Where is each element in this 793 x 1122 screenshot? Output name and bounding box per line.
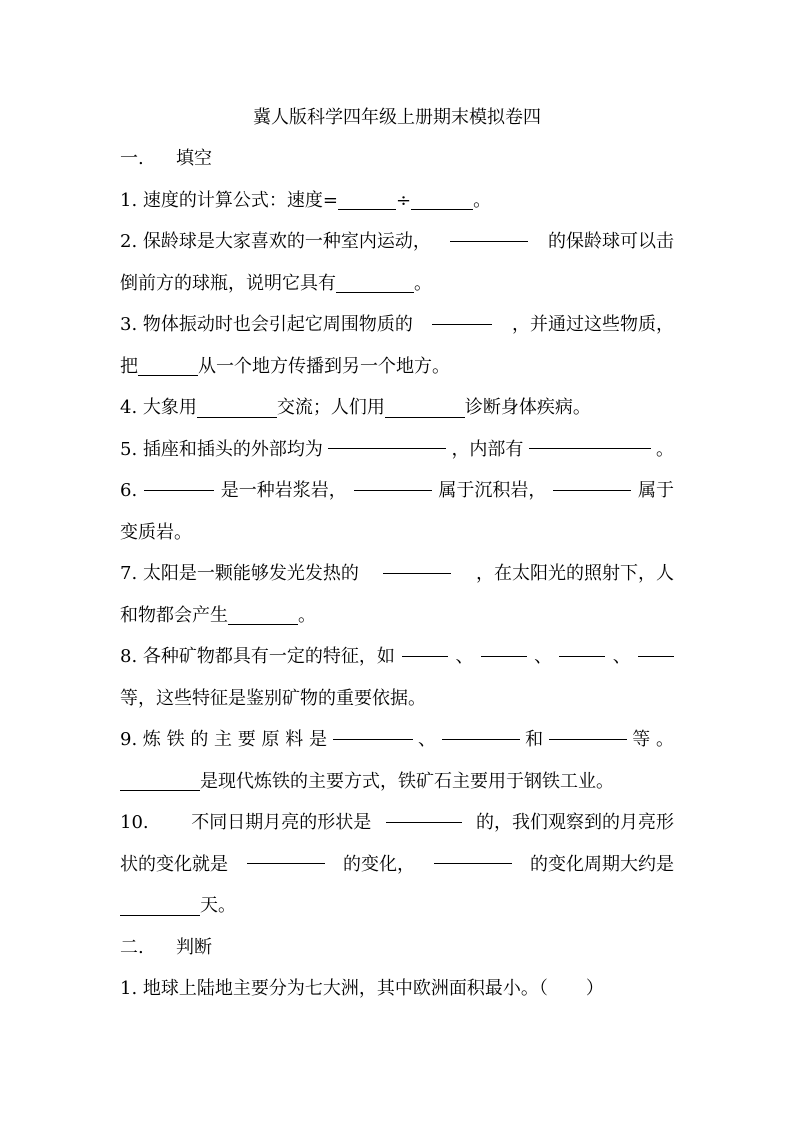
answer-blank[interactable]	[120, 770, 200, 791]
judge-question-1	[120, 968, 674, 1010]
answer-blank[interactable]	[402, 636, 448, 657]
divide-sign: ÷	[395, 189, 412, 211]
question-text: 属于	[637, 480, 674, 501]
question-text: 诊断身体疾病。	[464, 397, 591, 418]
answer-blank[interactable]	[328, 429, 446, 450]
question-7-line-2	[120, 595, 674, 637]
question-10-line-2	[120, 844, 674, 886]
question-text: 3. 物体振动时也会引起它周围物质的	[120, 314, 413, 335]
question-text: 8. 各种矿物都具有一定的特征，如	[120, 646, 395, 667]
question-6-line-2	[120, 512, 674, 554]
question-text: 的变化周期大约是	[530, 853, 674, 875]
answer-blank[interactable]	[333, 719, 413, 740]
question-text: 。	[473, 189, 492, 211]
answer-blank[interactable]	[144, 470, 214, 491]
answer-blank[interactable]	[549, 719, 627, 740]
answer-blank[interactable]	[228, 604, 298, 625]
question-text: 是现代炼铁的主要方式，铁矿石主要用于钢铁工业。	[200, 770, 614, 792]
page-title: 冀人版科学四年级上册期末模拟卷四	[253, 107, 541, 128]
question-number: 10.	[120, 812, 149, 833]
question-text: 5. 插座和插头的外部均为	[120, 438, 323, 460]
answer-blank[interactable]	[247, 844, 325, 865]
answer-blank[interactable]	[120, 895, 200, 916]
section-fill-blank-heading	[120, 138, 674, 180]
question-10-line-1	[120, 802, 674, 844]
question-text: ，内部有	[451, 438, 524, 460]
question-text: 。	[414, 272, 432, 294]
question-1	[120, 180, 674, 222]
answer-blank[interactable]	[559, 636, 605, 657]
question-text: 的，我们观察到的月亮形	[475, 812, 674, 833]
question-8-line-1	[120, 636, 674, 678]
question-2-line-2	[120, 263, 674, 305]
question-text: 属于沉积岩，	[438, 480, 547, 501]
answer-blank[interactable]	[385, 397, 465, 418]
answer-blank[interactable]	[529, 429, 651, 450]
question-text: 9. 炼 铁 的 主 要 原 料 是	[120, 729, 327, 750]
question-3-line-1	[120, 304, 674, 346]
question-text: 状的变化就是	[120, 853, 228, 875]
answer-blank[interactable]	[197, 397, 277, 418]
answer-blank[interactable]	[386, 802, 462, 823]
question-text: 天。	[200, 895, 236, 916]
question-text: 。	[655, 438, 674, 460]
question-text: 和物都会产生	[120, 604, 228, 626]
separator: 、	[418, 729, 437, 750]
answer-blank[interactable]	[450, 221, 528, 242]
answer-blank[interactable]	[336, 272, 414, 293]
question-text: 等 。	[632, 729, 674, 750]
question-3-line-2	[120, 346, 674, 388]
answer-blank[interactable]	[638, 636, 674, 657]
answer-blank[interactable]	[138, 355, 198, 376]
question-text: 1. 地球上陆地主要分为七大洲，其中欧洲面积最小。（	[120, 978, 548, 999]
question-text: 的保龄球可以击	[548, 231, 674, 252]
question-text: 从一个地方传播到另一个地方。	[198, 355, 450, 377]
question-text: 7. 太阳是一颗能够发光发热的	[120, 563, 359, 584]
question-text: 不同日期月亮的形状是	[191, 812, 372, 833]
question-9-line-1	[120, 719, 674, 761]
question-text: 1. 速度的计算公式：速度=	[120, 189, 338, 211]
section-number: 一.	[120, 148, 144, 169]
question-text: ，并通过这些物质，	[512, 314, 674, 335]
question-2-line-1	[120, 221, 674, 263]
section-label: 判断	[176, 936, 212, 958]
question-text: 。	[298, 604, 316, 626]
answer-blank[interactable]	[481, 636, 527, 657]
separator: 、	[534, 646, 553, 667]
question-text: 2. 保龄球是大家喜欢的一种室内运动，	[120, 231, 431, 252]
answer-blank[interactable]	[442, 719, 520, 740]
answer-blank[interactable]	[432, 304, 492, 325]
question-text: 的变化，	[343, 853, 415, 875]
separator: 、	[455, 646, 474, 667]
section-number: 二.	[120, 936, 144, 958]
section-label: 填空	[176, 148, 212, 169]
question-text: ）	[585, 978, 604, 999]
question-10-line-3	[120, 885, 674, 927]
question-text: 和	[525, 729, 544, 750]
question-4	[120, 387, 674, 429]
question-text: 4. 大象用	[120, 397, 197, 418]
question-text: 是一种岩浆岩，	[220, 480, 347, 501]
document-page	[120, 98, 674, 1010]
question-text: 等，这些特征是鉴别矿物的重要依据。	[120, 687, 426, 709]
question-6-line-1	[120, 470, 674, 512]
question-text: 交流；人们用	[276, 397, 385, 418]
answer-blank[interactable]	[434, 844, 512, 865]
question-7-line-1	[120, 553, 674, 595]
question-5	[120, 429, 674, 471]
answer-blank[interactable]	[383, 553, 451, 574]
section-judge-heading	[120, 927, 674, 969]
answer-blank[interactable]	[411, 189, 473, 210]
answer-blank[interactable]	[354, 470, 432, 491]
question-9-line-2	[120, 761, 674, 803]
question-8-line-2	[120, 678, 674, 720]
question-text: 6.	[120, 480, 138, 501]
question-text: ，在太阳光的照射下，人	[476, 563, 674, 584]
separator: 、	[612, 646, 631, 667]
question-text: 把	[120, 355, 138, 377]
answer-blank[interactable]	[338, 189, 396, 210]
question-text: 倒前方的球瓶，说明它具有	[120, 272, 336, 294]
question-text: 变质岩。	[120, 521, 192, 543]
answer-blank[interactable]	[553, 470, 631, 491]
